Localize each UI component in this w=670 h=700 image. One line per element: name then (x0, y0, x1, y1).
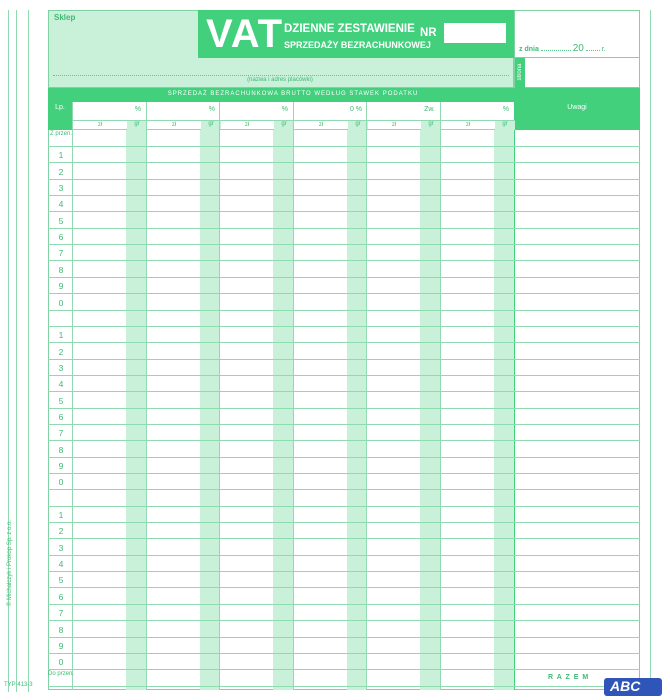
table-row (48, 228, 640, 229)
nr-label: NR (420, 27, 437, 39)
table-row (48, 277, 640, 278)
row-number: 1 (58, 330, 64, 340)
rate-label: % (502, 106, 509, 113)
row-number: 7 (58, 248, 64, 258)
row-number: 8 (58, 625, 64, 635)
row-number: 4 (58, 379, 64, 389)
table-row (48, 571, 640, 572)
total-label: R A Z E M (548, 674, 590, 681)
vat-title-box (198, 10, 514, 58)
row-number: 4 (58, 199, 64, 209)
row-number: 6 (58, 592, 64, 602)
rate-label: Zw. (424, 106, 435, 113)
row-number: Z przen. (49, 131, 72, 137)
abc-logo-text: ABC (610, 678, 641, 694)
table-row (48, 686, 640, 687)
table-row (48, 342, 640, 343)
table-row (48, 375, 640, 376)
row-number: 4 (58, 559, 64, 569)
lp-header-label: Lp. (55, 104, 65, 111)
date-dots-2 (586, 50, 600, 51)
rate-label: 0 % (349, 106, 362, 113)
title-line-2: SPRZEDAŻY BEZRACHUNKOWEJ (284, 40, 431, 50)
row-number: 3 (58, 363, 64, 373)
row-number: 9 (58, 641, 64, 651)
table-row (48, 408, 640, 409)
sub-header (294, 120, 368, 130)
remarks-divider (514, 130, 515, 690)
left-border-line-3 (28, 10, 29, 692)
row-number: 1 (58, 150, 64, 160)
row-number: 2 (58, 526, 64, 536)
address-caption: (nazwa i adres placówki) (247, 77, 313, 83)
gr-column-band (420, 130, 440, 690)
table-row (48, 211, 640, 212)
table-row (48, 457, 640, 458)
row-number: 6 (58, 412, 64, 422)
gr-label: gr (274, 121, 294, 130)
rate-column-header (440, 102, 514, 130)
row-number: 0 (58, 657, 64, 667)
row-number: 1 (58, 510, 64, 520)
table-row (48, 522, 640, 523)
zl-label: zł (171, 122, 177, 128)
row-number: 6 (58, 232, 64, 242)
rate-label: % (134, 106, 141, 113)
gr-label: gr (127, 121, 147, 130)
row-number: 0 (58, 477, 64, 487)
date-suffix: r. (601, 46, 606, 53)
table-row (48, 293, 640, 294)
table-row (48, 260, 640, 261)
sub-header (441, 120, 515, 130)
rate-label: % (281, 106, 288, 113)
row-number: 5 (58, 575, 64, 585)
date-dots (541, 50, 571, 51)
column-divider (146, 130, 147, 690)
gr-label: gr (348, 121, 368, 130)
header-date-area (514, 10, 640, 88)
table-row (48, 179, 640, 180)
column-divider (293, 130, 294, 690)
table-row (48, 538, 640, 539)
table-row (48, 391, 640, 392)
row-number: 5 (58, 216, 64, 226)
vat-letters: VAT (206, 12, 284, 56)
page-label: strona (517, 63, 523, 81)
shop-label: Sklep (54, 13, 76, 22)
zl-label: zł (391, 122, 397, 128)
right-border-line (650, 10, 651, 692)
sub-header (147, 120, 221, 130)
row-number: 2 (58, 347, 64, 357)
date-divider (515, 57, 639, 58)
zl-label: zł (318, 122, 324, 128)
row-number: 9 (58, 281, 64, 291)
zl-label: zł (465, 122, 471, 128)
table-row (48, 620, 640, 621)
rate-column-header (293, 102, 367, 130)
table-row (48, 440, 640, 441)
table-row (48, 506, 640, 507)
gr-label: gr (201, 121, 221, 130)
main-header-label: SPRZEDAŻ BEZRACHUNKOWA BRUTTO WEDŁUG STAWEK PODATKU (167, 91, 419, 97)
sub-header (220, 120, 294, 130)
rate-column-header (72, 102, 146, 130)
rate-column-header (366, 102, 440, 130)
row-number: 7 (58, 428, 64, 438)
gr-column-band (200, 130, 220, 690)
table-row (48, 195, 640, 196)
gr-label: gr (421, 121, 441, 130)
table-row (48, 244, 640, 245)
column-divider (440, 130, 441, 690)
row-number: 2 (58, 167, 64, 177)
zl-label: zł (97, 122, 103, 128)
rate-label: % (208, 106, 215, 113)
address-line (53, 75, 509, 76)
date-prefix: z dnia (519, 46, 539, 53)
table-row (48, 669, 640, 670)
gr-column-band (126, 130, 146, 690)
table-row (48, 146, 640, 147)
table-row (48, 424, 640, 425)
table-row (48, 489, 640, 490)
title-line-1: DZIENNE ZESTAWIENIE (284, 23, 415, 35)
row-number: 8 (58, 265, 64, 275)
nr-input-box[interactable] (444, 23, 506, 43)
table-row (48, 162, 640, 163)
gr-label: gr (495, 121, 515, 130)
row-number: Do przen. (48, 671, 75, 677)
row-number: 0 (58, 298, 64, 308)
form-code: TYP 413-3 (4, 682, 33, 688)
rate-column-header (219, 102, 293, 130)
table-row (48, 555, 640, 556)
date-year: 20 (572, 43, 584, 54)
left-border-line-2 (16, 10, 17, 692)
table-row (48, 653, 640, 654)
row-number: 7 (58, 608, 64, 618)
table-row (48, 326, 640, 327)
row-number: 3 (58, 183, 64, 193)
row-number: 3 (58, 543, 64, 553)
table-row (48, 359, 640, 360)
date-row (519, 43, 637, 54)
rate-column-header (146, 102, 220, 130)
table-row (48, 587, 640, 588)
zl-label: zł (244, 122, 250, 128)
table-row (48, 473, 640, 474)
gr-column-band (494, 130, 514, 690)
remarks-header-label: Uwagi (567, 104, 587, 111)
row-number: 9 (58, 461, 64, 471)
sub-header (367, 120, 441, 130)
gr-column-band (347, 130, 367, 690)
row-number: 5 (58, 396, 64, 406)
table-row (48, 604, 640, 605)
sub-header (73, 120, 147, 130)
column-divider (219, 130, 220, 690)
table-row (48, 637, 640, 638)
row-number: 8 (58, 445, 64, 455)
column-divider (366, 130, 367, 690)
table-row (48, 310, 640, 311)
left-margin-text: © Michalczyk i Prokop Sp. z o.o. (7, 519, 13, 607)
gr-column-band (273, 130, 293, 690)
lp-divider (72, 130, 73, 690)
